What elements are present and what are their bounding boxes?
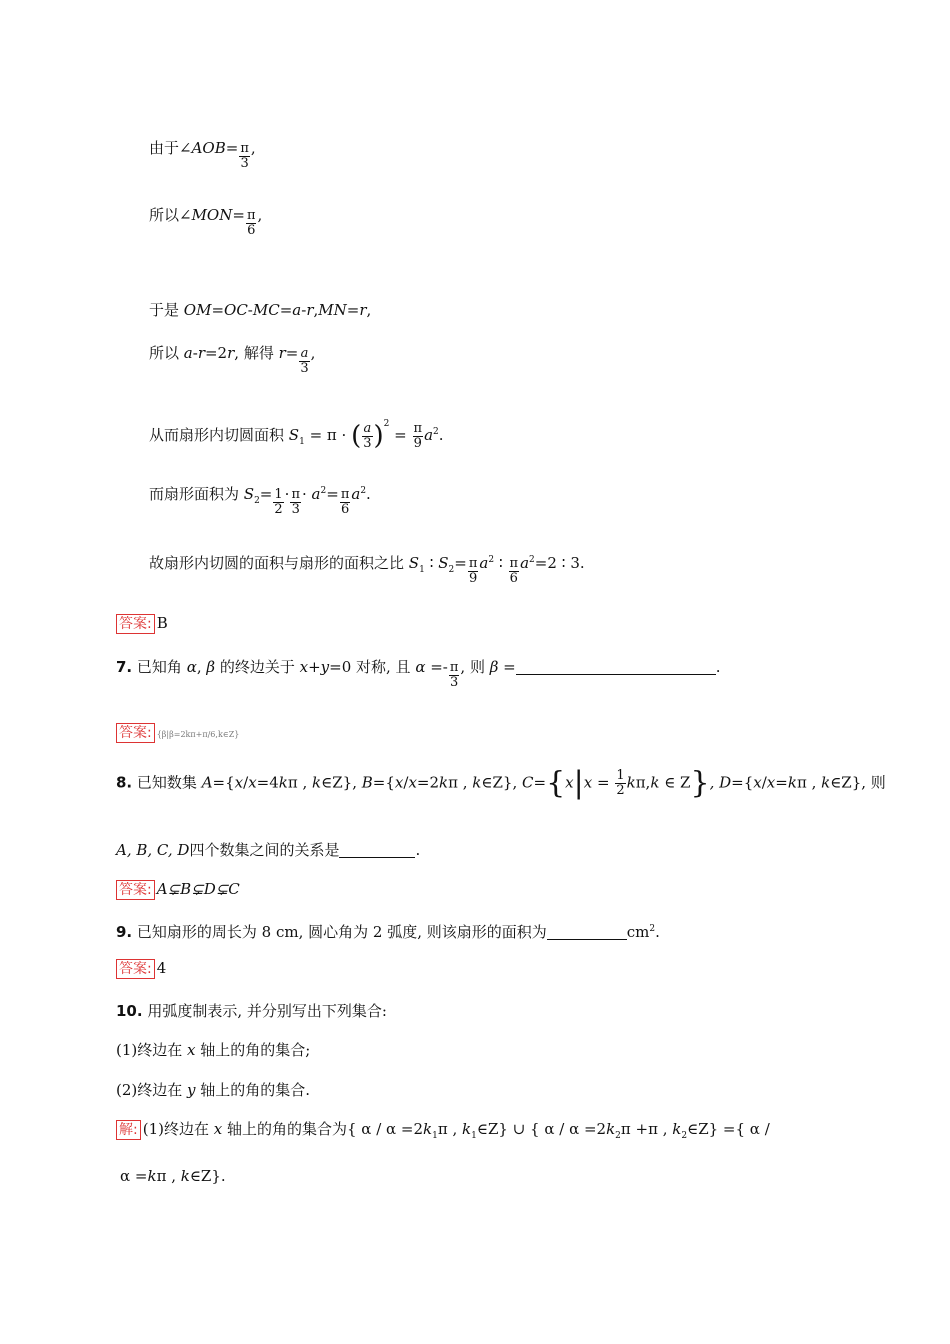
op: =	[498, 658, 516, 676]
answer-value: A⊊B⊊D⊊C	[156, 880, 240, 898]
op: +	[308, 658, 321, 676]
op: -	[247, 301, 253, 319]
fraction-a-3	[299, 347, 309, 376]
var: x	[753, 773, 762, 792]
punct: .	[438, 426, 444, 444]
var: β	[489, 658, 499, 676]
op: ·	[284, 485, 290, 503]
denominator: 3	[449, 675, 459, 690]
question-number: 9.	[116, 923, 133, 941]
text: , 则	[460, 658, 490, 676]
var: r	[227, 344, 235, 362]
var: MN	[318, 301, 347, 319]
text: 故扇形内切圆的面积与扇形的面积之比	[149, 554, 409, 572]
var: a	[351, 485, 361, 503]
text: 于是	[149, 301, 184, 319]
var: k	[423, 1120, 433, 1138]
numerator: π	[468, 556, 478, 571]
fraction-1-2	[615, 769, 625, 798]
var: x	[234, 773, 244, 792]
op: =	[533, 773, 547, 792]
power: 2	[433, 427, 439, 437]
var: x	[299, 658, 309, 676]
question-8-line2	[116, 840, 420, 860]
op: π ,	[287, 773, 313, 792]
denominator: 6	[509, 571, 518, 586]
solution-line-ratio	[149, 550, 585, 586]
power: 2	[649, 924, 656, 934]
power: 2	[529, 555, 535, 565]
op: ={	[372, 773, 395, 792]
var: r	[197, 344, 205, 362]
op: =-	[425, 658, 448, 676]
var: x	[394, 773, 404, 792]
text: ∈Z}.	[189, 1167, 226, 1185]
var: S	[288, 426, 300, 444]
numerator: π	[291, 487, 300, 502]
text: 已知角	[132, 658, 187, 676]
answer-6	[116, 613, 168, 634]
left-brace: {	[546, 765, 566, 801]
op: = π ·	[304, 426, 352, 444]
solution-badge: 解:	[116, 1120, 141, 1140]
numerator: a	[300, 346, 309, 361]
text: 已知数集	[132, 773, 202, 792]
punct: ,	[257, 206, 263, 224]
answer-value: 4	[156, 959, 167, 977]
text: 所以∠	[149, 206, 192, 224]
power: 2	[488, 555, 495, 565]
answer-9	[116, 958, 166, 979]
fraction-pi-9	[468, 557, 479, 586]
var: r	[306, 301, 314, 319]
var: k	[606, 1120, 616, 1138]
subscript: 2	[254, 496, 260, 506]
var: a	[479, 554, 489, 572]
numerator: 1	[274, 487, 283, 502]
op: ,	[196, 658, 207, 676]
numerator: 1	[616, 768, 625, 783]
text: α =	[120, 1167, 148, 1185]
var: B	[361, 773, 373, 792]
denominator: 9	[413, 435, 422, 451]
var: r	[278, 344, 286, 362]
subscript: 2	[448, 565, 455, 575]
text: π ,	[156, 1167, 181, 1185]
text: ∈Z}, 则	[830, 773, 886, 792]
text: 轴上的角的集合为{ α / α =2	[222, 1120, 424, 1138]
question-10	[116, 1001, 387, 1021]
fraction-pi-3	[290, 488, 301, 517]
question-number: 10.	[116, 1002, 143, 1020]
fraction-1-2	[273, 488, 283, 517]
answer-value: {β|β=2kπ+π/6,k∈Z}	[156, 730, 240, 739]
op: π,	[635, 773, 651, 792]
numerator: a	[363, 420, 372, 436]
op: =	[279, 301, 293, 319]
answer-8	[116, 879, 240, 900]
var: a	[183, 344, 193, 362]
op: =	[285, 344, 299, 362]
var: k	[312, 773, 322, 792]
text: =0 对称, 且	[329, 658, 416, 676]
var: k	[650, 773, 660, 792]
var: y	[320, 658, 330, 676]
subscript: 1	[432, 1131, 438, 1141]
var: a	[424, 426, 434, 444]
op: =	[389, 426, 412, 444]
denominator: 3	[300, 361, 309, 376]
var: x	[213, 1120, 223, 1138]
var: β	[206, 658, 216, 676]
solution-line-s1	[149, 414, 444, 452]
var: MC	[252, 301, 280, 319]
subscript: 1	[419, 565, 425, 575]
numerator: π	[449, 660, 459, 675]
answer-badge: 答案:	[116, 880, 155, 900]
fraction-pi-6	[509, 557, 520, 586]
op: ∈Z},	[321, 773, 362, 792]
op: /	[761, 773, 767, 792]
solution-line-r	[149, 343, 315, 376]
op: ={	[731, 773, 754, 792]
op: ·	[301, 485, 307, 503]
answer-badge: 答案:	[116, 959, 155, 979]
text: 已知扇形的周长为 8 cm, 圆心角为 2 弧度, 则该扇形的面积为	[132, 923, 547, 941]
text: 由于∠	[149, 139, 192, 157]
text: , 解得	[234, 344, 279, 362]
op: ,	[366, 301, 372, 319]
denominator: 3	[291, 502, 300, 517]
power: 2	[383, 419, 390, 429]
op: /	[403, 773, 409, 792]
solution-line-s2	[149, 481, 371, 517]
denominator: 6	[340, 502, 350, 517]
var: k	[462, 1120, 472, 1138]
text: 四个数集之间的关系是	[189, 841, 340, 859]
op: ={	[212, 773, 235, 792]
right-brace: }	[690, 765, 710, 801]
var: k	[821, 773, 831, 792]
text: 轴上的角的集合.	[195, 1081, 311, 1099]
text: 用弧度制表示, 并分别写出下列集合:	[142, 1002, 387, 1020]
solution-line-mon	[149, 205, 262, 238]
numerator: π	[509, 556, 519, 571]
var: OC	[224, 301, 248, 319]
var: S	[243, 485, 255, 503]
op: ,	[313, 301, 319, 319]
question-number: 7.	[116, 658, 133, 676]
question-9	[116, 919, 660, 942]
var: A, B, C, D	[116, 841, 190, 859]
text: 而扇形面积为	[149, 485, 244, 503]
var: k	[626, 773, 636, 792]
var: k	[672, 1120, 682, 1138]
var: k	[787, 773, 797, 792]
var: S	[438, 554, 449, 572]
var: k	[439, 773, 449, 792]
angle-name: MON	[191, 206, 233, 224]
var: α	[415, 658, 426, 676]
op: ∶	[424, 554, 439, 572]
op: =2	[204, 344, 228, 362]
punct: .	[415, 841, 421, 859]
var: x	[248, 773, 257, 792]
punct: ,	[310, 344, 316, 362]
var: S	[408, 554, 420, 572]
var: A	[201, 773, 213, 792]
question-8	[116, 765, 886, 801]
text: π +π ,	[620, 1120, 673, 1138]
answer-blank[interactable]	[339, 841, 415, 858]
var: a	[292, 301, 302, 319]
var: OM	[183, 301, 212, 319]
numerator: π	[413, 420, 423, 436]
text: π ,	[437, 1120, 463, 1138]
var: k	[278, 773, 288, 792]
op: =	[346, 301, 360, 319]
numerator: π	[340, 487, 350, 502]
right-paren: )	[373, 421, 384, 451]
op: =	[211, 301, 225, 319]
op: ∈ Z	[659, 773, 691, 792]
op: ∶	[494, 554, 508, 572]
op: =	[259, 485, 273, 503]
op: =4	[256, 773, 279, 792]
denominator: 3	[240, 156, 249, 171]
text: ∈Z} ∪ { α / α =2	[476, 1120, 607, 1138]
fraction-a-3	[362, 422, 372, 451]
question-10-part1	[116, 1040, 310, 1060]
op: =	[775, 773, 788, 792]
var: x	[408, 773, 417, 792]
power: 2	[320, 486, 327, 496]
op: /	[243, 773, 249, 792]
text: 所以	[149, 344, 184, 362]
var: C	[522, 773, 534, 792]
solution-line-om	[149, 300, 371, 320]
answer-blank[interactable]	[547, 923, 627, 940]
op: =	[454, 554, 467, 572]
equals: =	[225, 139, 239, 157]
subscript: 2	[615, 1131, 621, 1141]
fraction-pi-6	[340, 488, 351, 517]
text: (1)终边在	[116, 1041, 188, 1059]
op: π ,	[796, 773, 822, 792]
fraction-pi-3	[239, 142, 250, 171]
denominator: 2	[616, 783, 625, 798]
var: x	[565, 773, 574, 792]
unit: cm	[626, 923, 650, 941]
op: -	[301, 301, 307, 319]
answer-badge: 答案:	[116, 723, 155, 743]
op: ∈Z},	[481, 773, 522, 792]
answer-blank[interactable]	[516, 658, 716, 675]
denominator: 6	[247, 223, 256, 238]
numerator: π	[246, 208, 256, 223]
question-7: 7. 已知角 α, β 的终边关于 x+y=0 对称, 且 α =- $\frac{\pi}{3}$ , 则 β = .	[116, 658, 721, 690]
left-paren: (	[351, 421, 362, 451]
var: x	[187, 1041, 196, 1059]
power: 2	[360, 486, 367, 496]
op: =	[326, 485, 339, 503]
var: k	[147, 1167, 157, 1185]
var: r	[359, 301, 367, 319]
op: =2	[416, 773, 440, 792]
angle-name: AOB	[191, 139, 226, 157]
punct: .	[366, 485, 371, 503]
fraction-pi-3	[449, 661, 460, 690]
punct: .	[655, 923, 660, 941]
solution-10-line2	[120, 1166, 226, 1186]
fraction-pi-6	[246, 209, 257, 238]
var: k	[180, 1167, 190, 1185]
op: -	[192, 344, 198, 362]
var: x	[583, 773, 593, 792]
question-number: 8.	[116, 773, 133, 792]
text: =2 ∶ 3.	[534, 554, 585, 572]
solution-10	[116, 1119, 770, 1146]
text: (1)终边在	[142, 1120, 214, 1138]
subscript: 1	[471, 1131, 477, 1141]
question-10-part2	[116, 1080, 310, 1100]
var: a	[311, 485, 321, 503]
var: α	[186, 658, 197, 676]
fraction-pi-9	[413, 422, 424, 451]
denominator: 2	[274, 502, 283, 517]
denominator: 3	[363, 435, 372, 451]
var: k	[472, 773, 482, 792]
subscript: 1	[299, 437, 305, 447]
answer-value: B	[156, 614, 168, 632]
var: a	[520, 554, 530, 572]
bar: |	[573, 765, 584, 801]
equals: =	[232, 206, 245, 224]
text: (2)终边在	[116, 1081, 188, 1099]
text: ∈Z} ={ α /	[687, 1120, 770, 1138]
answer-badge: 答案:	[116, 614, 155, 634]
numerator: π	[240, 141, 249, 156]
text: 轴上的角的集合;	[195, 1041, 311, 1059]
punct: ,	[250, 139, 256, 157]
text: 从而扇形内切圆面积	[149, 426, 289, 444]
answer-7	[116, 722, 239, 745]
text: 的终边关于	[215, 658, 300, 676]
solution-line-aob	[149, 138, 256, 171]
var: , D	[709, 773, 732, 792]
denominator: 9	[468, 571, 478, 586]
var: x	[766, 773, 776, 792]
subscript: 2	[681, 1131, 688, 1141]
op: =	[592, 773, 615, 792]
op: π ,	[448, 773, 473, 792]
var: y	[187, 1081, 196, 1099]
